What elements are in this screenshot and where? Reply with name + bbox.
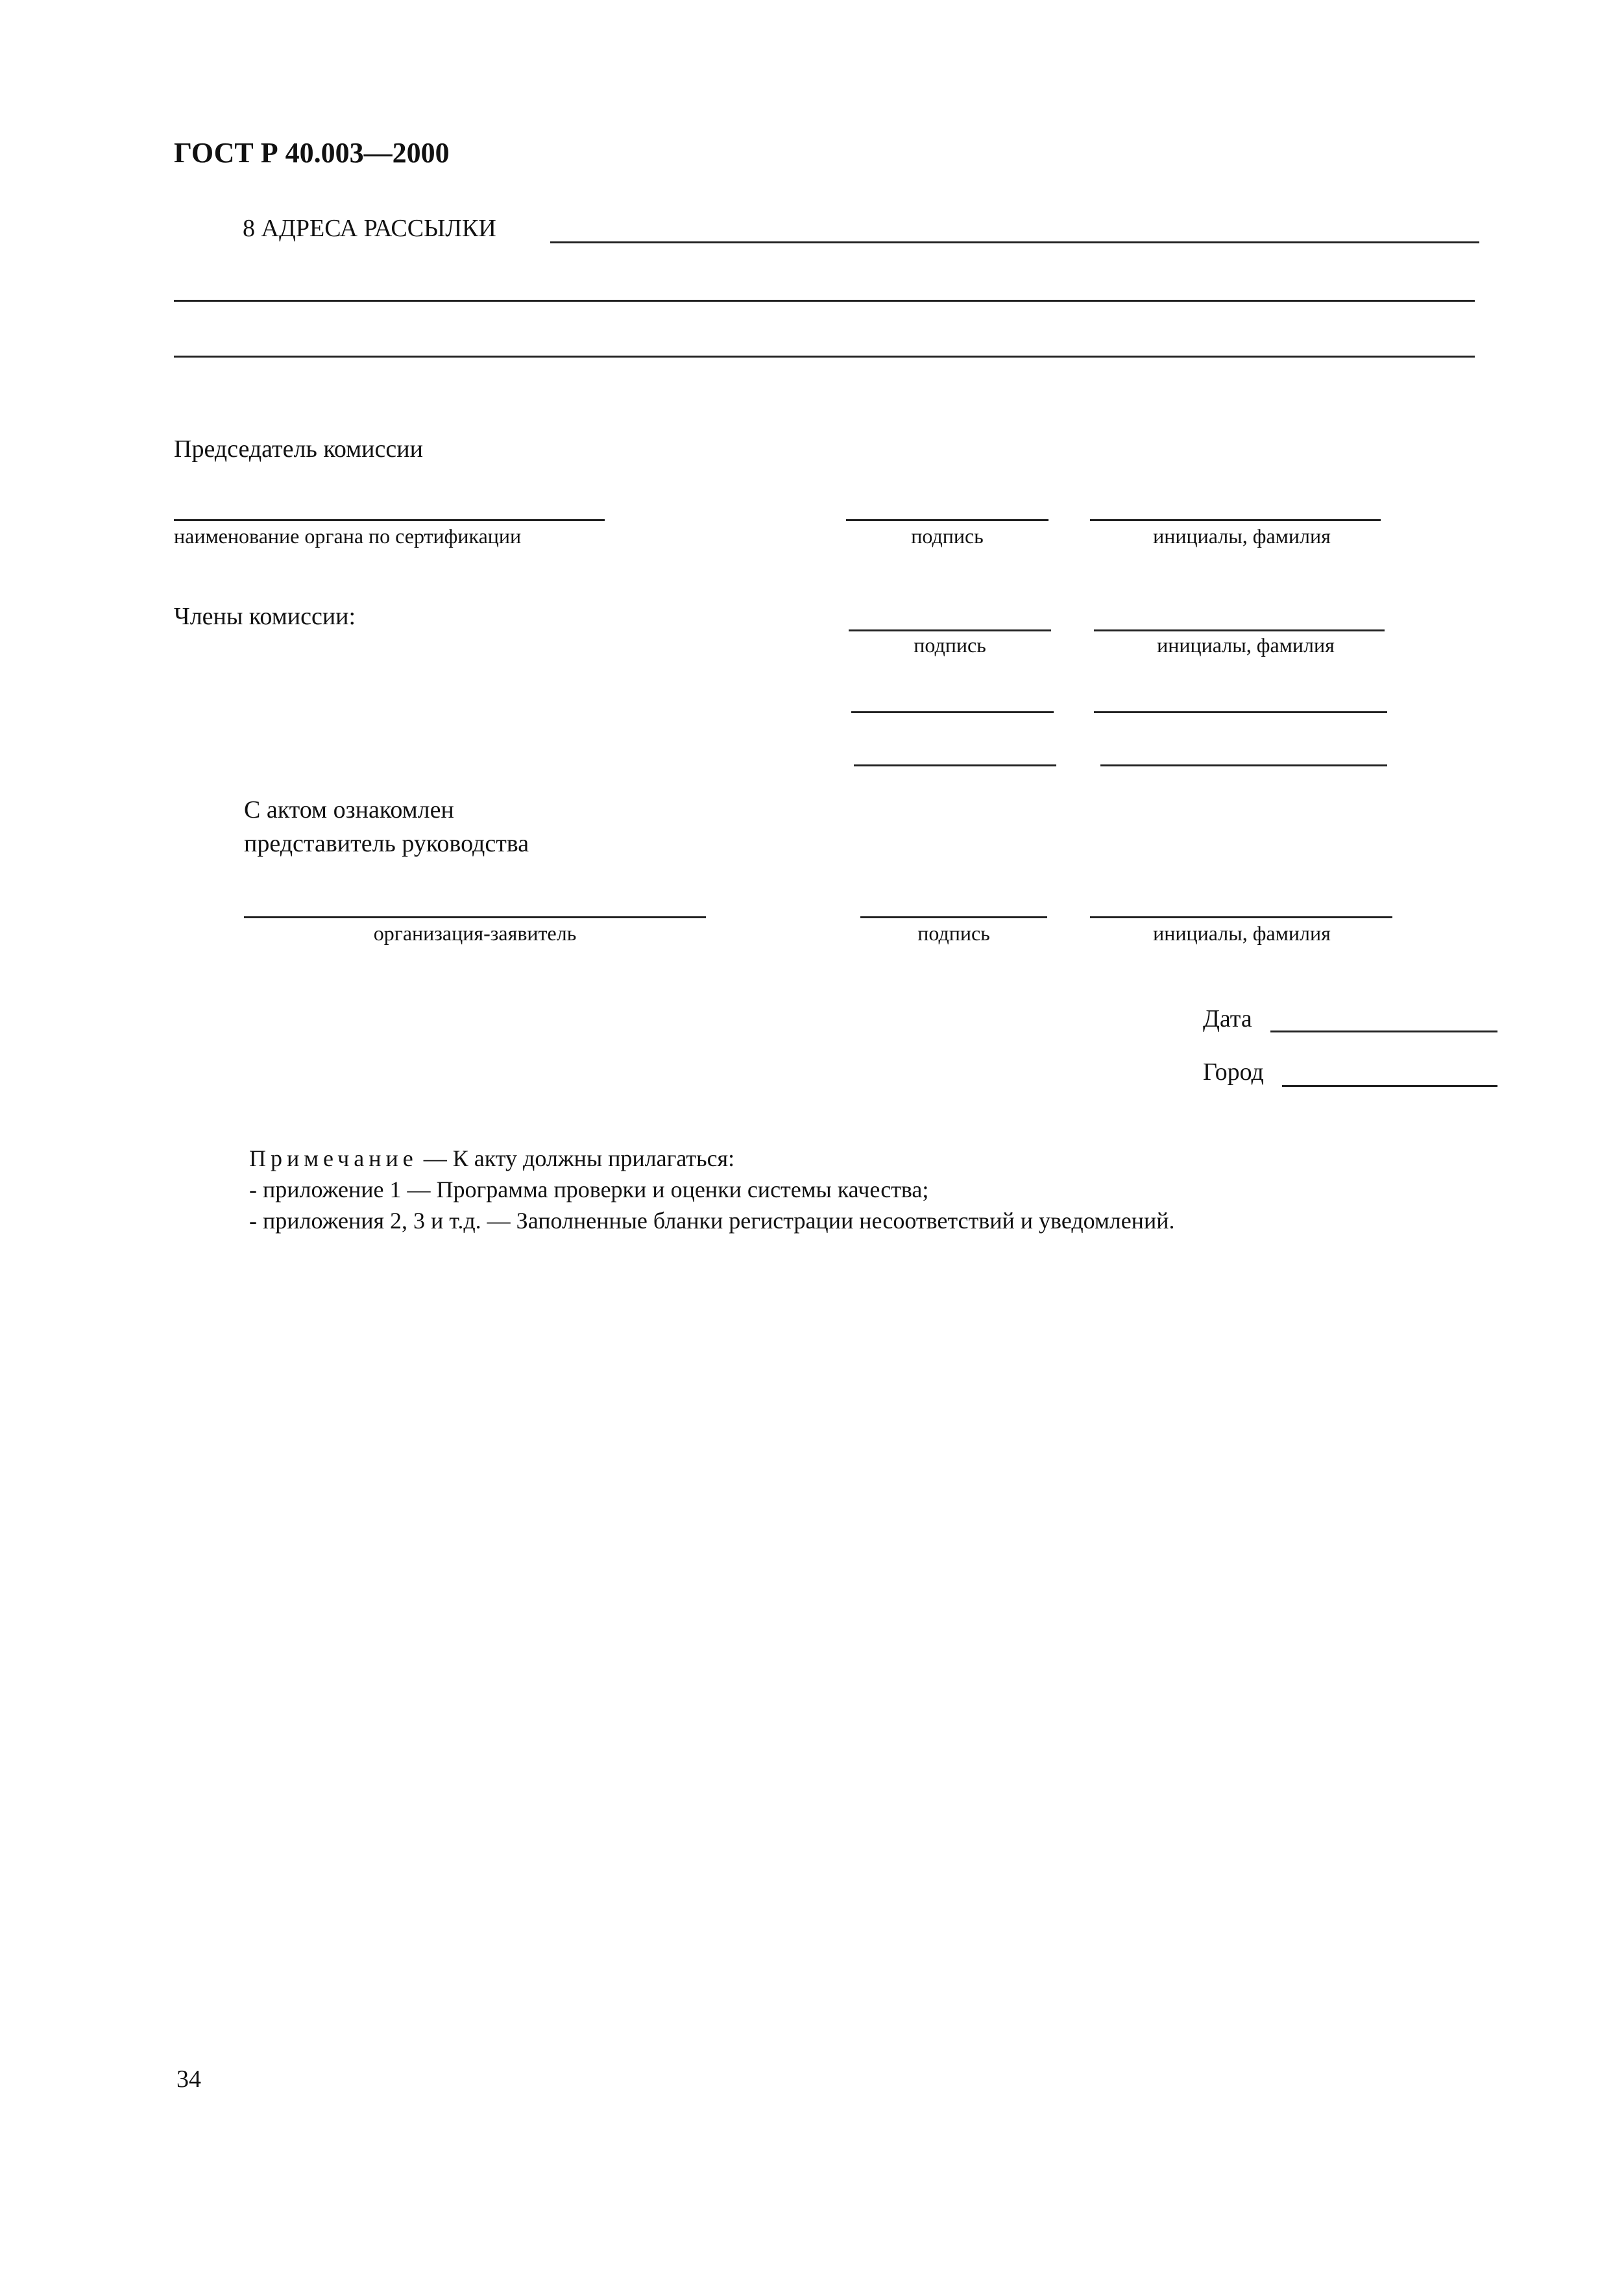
- address-line-3[interactable]: [174, 356, 1475, 358]
- chairman-name-line[interactable]: [1090, 519, 1381, 521]
- city-field[interactable]: [1282, 1085, 1497, 1087]
- note-lead: — К акту должны прилагаться:: [423, 1145, 735, 1171]
- applicant-signature-line[interactable]: [860, 916, 1047, 918]
- section-heading: 8 АДРЕСА РАССЫЛКИ: [243, 215, 496, 242]
- address-line-1[interactable]: [550, 241, 1479, 243]
- chairman-name-caption: инициалы, фамилия: [1153, 524, 1331, 548]
- chairman-signature-line[interactable]: [846, 519, 1048, 521]
- chairman-signature-caption: подпись: [911, 524, 984, 548]
- member-1-name-line[interactable]: [1094, 629, 1385, 631]
- note-item-1: - приложение 1 — Программа проверки и оценки системы качества;: [249, 1177, 929, 1202]
- acquainted-line-1: С актом ознакомлен: [244, 796, 454, 823]
- note-heading: [249, 1145, 734, 1172]
- chairman-org-caption: наименование органа по сертификации: [174, 524, 522, 548]
- city-label: Город: [1203, 1058, 1264, 1086]
- date-field[interactable]: [1270, 1031, 1497, 1032]
- chairman-title: Председатель комиссии: [174, 435, 423, 463]
- member-2-name-line[interactable]: [1094, 711, 1387, 713]
- document-header: ГОСТ Р 40.003—2000: [174, 137, 450, 169]
- acquainted-line-2: представитель руководства: [244, 830, 529, 857]
- applicant-name-caption: инициалы, фамилия: [1153, 921, 1331, 945]
- note-prefix: Примечание: [249, 1145, 418, 1171]
- members-signature-caption: подпись: [914, 633, 986, 657]
- note-item-2: - приложения 2, 3 и т.д. — Заполненные бланки регистрации несоответствий и уведомлений.: [249, 1208, 1175, 1234]
- member-2-signature-line[interactable]: [851, 711, 1054, 713]
- applicant-name-line[interactable]: [1090, 916, 1392, 918]
- members-name-caption: инициалы, фамилия: [1157, 633, 1335, 657]
- member-1-signature-line[interactable]: [849, 629, 1051, 631]
- chairman-org-line[interactable]: [174, 519, 605, 521]
- date-label: Дата: [1203, 1005, 1252, 1032]
- members-title: Члены комиссии:: [174, 603, 356, 630]
- member-3-signature-line[interactable]: [854, 764, 1056, 766]
- applicant-signature-caption: подпись: [917, 921, 990, 945]
- applicant-org-line[interactable]: [244, 916, 706, 918]
- member-3-name-line[interactable]: [1100, 764, 1387, 766]
- address-line-2[interactable]: [174, 300, 1475, 302]
- page-number: 34: [176, 2066, 201, 2093]
- applicant-org-caption: организация-заявитель: [373, 921, 577, 945]
